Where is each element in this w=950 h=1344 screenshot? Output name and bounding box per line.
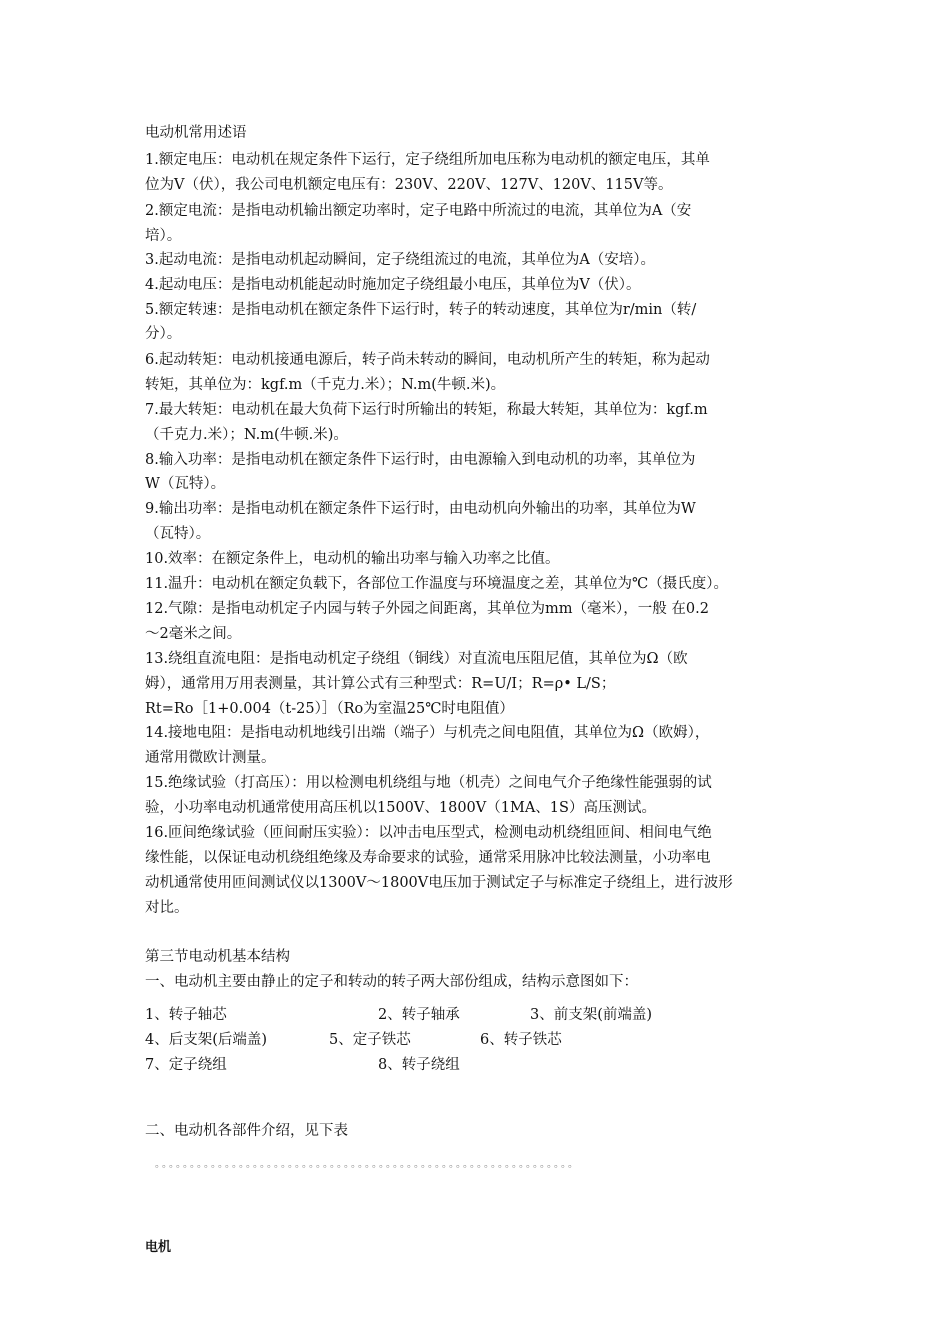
part-item: 3、前支架(前端盖) xyxy=(530,1007,653,1023)
part-item: 4、后支架(后端盖) xyxy=(145,1032,268,1048)
text-line: 10.效率：在额定条件上，电动机的输出功率与输入功率之比值。 xyxy=(145,551,560,567)
text-line: 7.最大转矩：电动机在最大负荷下运行时所输出的转矩，称最大转矩，其单位为：kgf.m xyxy=(145,402,708,418)
text-line: 12.气隙：是指电动机定子内园与转子外园之间距离，其单位为mm（毫米），一般 在0.2 xyxy=(145,601,709,617)
text-line: 14.接地电阻：是指电动机地线引出端（端子）与机壳之间电阻值，其单位为Ω（欧姆）， xyxy=(145,725,710,741)
text-line: 通常用微欧计测量。 xyxy=(145,750,276,766)
text-line: 缘性能，以保证电动机绕组绝缘及寿命要求的试验，通常采用脉冲比较法测量，小功率电 xyxy=(145,850,711,866)
text-line: （千克力.米）；N.m(牛顿.米)。 xyxy=(145,427,348,443)
text-line: 16.匝间绝缘试验（匝间耐压实验）：以冲击电压型式，检测电动机绕组匝间、相间电气绝 xyxy=(145,825,712,841)
text-line: 1.额定电压：电动机在规定条件下运行，定子绕组所加电压称为电动机的额定电压，其单 xyxy=(145,152,710,168)
text-line: 4.起动电压：是指电动机能起动时施加定子绕组最小电压，其单位为V（伏）。 xyxy=(145,277,641,293)
text-line: 6.起动转矩：电动机接通电源后，转子尚未转动的瞬间，电动机所产生的转矩，称为起动 xyxy=(145,352,710,368)
part-item: 6、转子铁芯 xyxy=(480,1032,562,1048)
section-two-title: 二、电动机各部件介绍，见下表 xyxy=(145,1123,348,1139)
text-line: 13.绕组直流电阻：是指电动机定子绕组（铜线）对直流电压阻尼值，其单位为Ω（欧 xyxy=(145,651,688,667)
text-line: （瓦特）。 xyxy=(145,526,211,542)
text-line: 8.输入功率：是指电动机在额定条件下运行时，由电源输入到电动机的功率，其单位为 xyxy=(145,452,696,468)
text-line: 对比。 xyxy=(145,900,189,916)
part-item: 2、转子轴承 xyxy=(378,1007,460,1023)
text-line: 培）。 xyxy=(145,228,182,244)
text-line: 2.额定电流：是指电动机输出额定功率时，定子电路中所流过的电流，其单位为A（安 xyxy=(145,203,692,219)
text-line: 15.绝缘试验（打高压）：用以检测电机绕组与地（机壳）之间电气介子绝缘性能强弱的试 xyxy=(145,775,712,791)
text-line: 11.温升：电动机在额定负载下，各部位工作温度与环境温度之差，其单位为℃（摄氏度）。 xyxy=(145,576,729,592)
footer-label: 电机 xyxy=(145,1240,172,1255)
text-line: W（瓦特）。 xyxy=(145,476,226,492)
text-line: 3.起动电流：是指电动机起动瞬间，定子绕组流过的电流，其单位为A（安培）。 xyxy=(145,252,656,268)
part-item: 1、转子轴芯 xyxy=(145,1007,227,1023)
text-line: 位为V（伏），我公司电机额定电压有：230V、220V、127V、120V、115V等。 xyxy=(145,177,673,193)
text-line: 动机通常使用匝间测试仪以1300V～1800V电压加于测试定子与标准定子绕组上，进行波形 xyxy=(145,875,733,891)
text-line: 验，小功率电动机通常使用高压机以1500V、1800V（1MA、1S）高压测试。 xyxy=(145,800,656,816)
section-title: 第三节电动机基本结构 xyxy=(145,949,290,965)
text-line: Rt=Ro［1+0.004（t-25）］（Ro为室温25℃时电阻值） xyxy=(145,701,514,717)
text-line: 5.额定转速：是指电动机在额定条件下运行时，转子的转动速度，其单位为r/min（转/ xyxy=(145,302,697,318)
section-intro: 一、电动机主要由静止的定子和转动的转子两大部份组成，结构示意图如下： xyxy=(145,974,638,990)
part-item: 7、定子绕组 xyxy=(145,1057,227,1073)
dotted-separator: 。。。。。。。。。。。。。。。。。。。。。。。。。。。。。。。。。。。。。。。。。。。。。。。。。。。。。。。。。。。。 xyxy=(155,1159,580,1170)
doc-title: 电动机常用述语 xyxy=(145,125,247,141)
part-item: 8、转子绕组 xyxy=(378,1057,460,1073)
text-line: 姆），通常用万用表测量，其计算公式有三种型式：R=U/I；R=ρ• L/S； xyxy=(145,676,616,692)
part-item: 5、定子铁芯 xyxy=(329,1032,411,1048)
text-line: 9.输出功率：是指电动机在额定条件下运行时，由电动机向外输出的功率，其单位为W xyxy=(145,501,696,517)
text-line: 转矩，其单位为：kgf.m（千克力.米）；N.m(牛顿.米)。 xyxy=(145,377,506,393)
text-line: 分）。 xyxy=(145,326,182,342)
text-line: ～2毫米之间。 xyxy=(145,626,242,642)
